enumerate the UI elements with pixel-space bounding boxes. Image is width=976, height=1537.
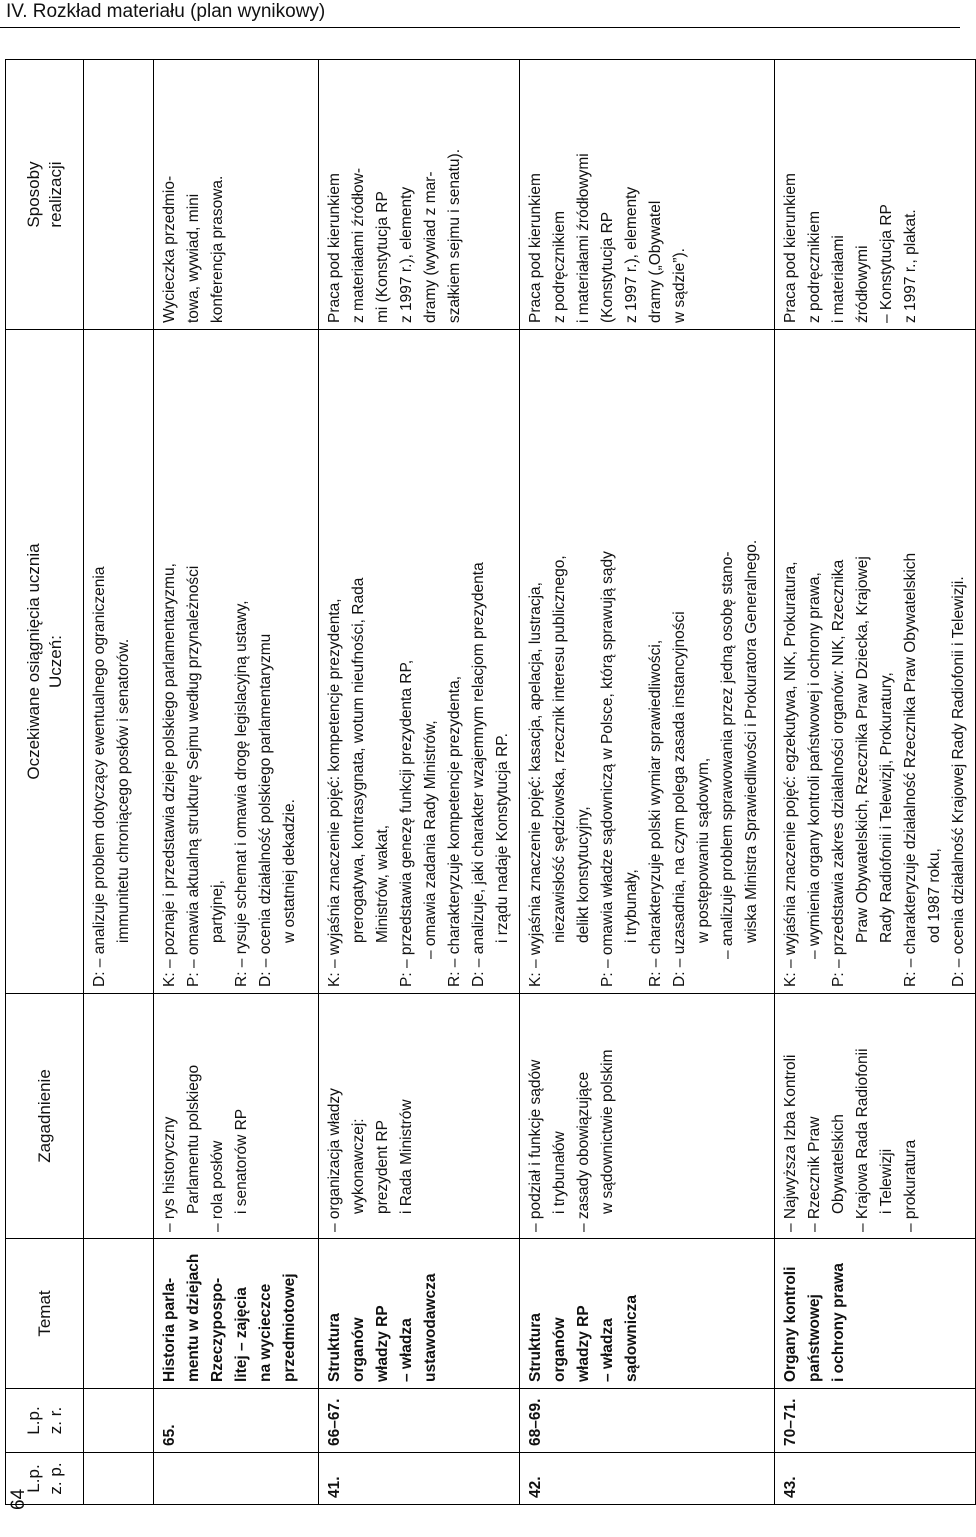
osiagniecia-line: wiska Ministra Sprawiedliwości i Prokuratora Generalnego. — [743, 539, 760, 943]
osiagniecia-line: od 1987 roku, — [926, 848, 943, 943]
table-row — [775, 60, 976, 1505]
temat-line: władzy RP — [575, 1305, 592, 1382]
temat-line: Organy kontroli — [782, 1266, 799, 1382]
osiagniecia-line: – analizuje problem sprawowania przez jedną osobę stano- — [719, 551, 736, 959]
osiagniecia-line: delikt konstytucyjny, — [575, 806, 592, 943]
col-lpzr-header: L.p. z. r. — [6, 1389, 84, 1453]
zagadnienie-line: i Rada Ministrów — [398, 1099, 415, 1214]
col-temat-header: Temat — [6, 1239, 84, 1389]
zagadnienie-line: i Telewizji — [878, 1148, 895, 1214]
sposoby-line: (Konstytucja RP — [599, 211, 616, 323]
osiagniecia-line: R: – charakteryzuje kompetencje prezydenta, — [446, 675, 463, 987]
zagadnienie-line: Obywatelskich — [830, 1114, 847, 1214]
osiagniecia-line: Ministrów, wakat, — [374, 824, 391, 943]
osiagniecia-line: partyjnej, — [209, 880, 226, 943]
lpzr-cell — [84, 1389, 154, 1453]
sposoby-line: z materiałami źródłow- — [350, 167, 367, 323]
sposoby-line: z podręcznikiem — [551, 211, 568, 323]
osiagniecia-line: immunitetu chroniącego posłów i senatorów. — [115, 638, 132, 943]
osiagniecia-line: K: – wyjaśnia znaczenie pojęć: kompetencje prezydenta, — [326, 598, 343, 987]
osiagniecia-line: R: – charakteryzuje działalność Rzecznika Praw Obywatelskich — [902, 552, 919, 987]
temat-line: państwowej — [806, 1294, 823, 1382]
temat-line: litej – zajęcia — [233, 1287, 250, 1382]
lpzr-cell: 70–71. — [775, 1389, 976, 1453]
osiagniecia-line: w postępowaniu sądowym, — [695, 757, 712, 943]
zagadnienie-line: – prokuratura — [902, 1139, 919, 1232]
osiagniecia-line: P: – przedstawia genezę funkcji prezydenta RP, — [398, 659, 415, 987]
osiagniecia-line: – wymienia organy kontroli państwowej i ochrony prawa, — [806, 572, 823, 959]
sposoby-line: konferencja prasowa. — [209, 175, 226, 323]
sposoby-line: szałkiem sejmu i senatu). — [446, 148, 463, 323]
osiagniecia-line: D: – uzasadnia, na czym polega zasada instancyjności — [671, 611, 688, 987]
sposoby-line: i materiałami źródłowymi — [575, 153, 592, 323]
osiagniecia-line: D: – ocenia działalność Krajowej Rady Radiofonii i Telewizji. — [950, 576, 967, 987]
osiagniecia-line: P: – przedstawia zakres działalności organów: NIK, Rzecznika — [830, 559, 847, 987]
osiagniecia-cell — [154, 330, 319, 994]
sposoby-line: z 1997 r.), elementy — [398, 186, 415, 323]
osiagniecia-line: K: – poznaje i przedstawia dzieje polskiego parlamentaryzmu, — [161, 563, 178, 987]
zagadnienie-line: – rola posłów — [209, 1140, 226, 1232]
zagadnienie-cell — [154, 994, 319, 1239]
osiagniecia-cell — [319, 330, 520, 994]
lp-cell: 42. — [520, 1453, 775, 1505]
osiagniecia-line: K: – wyjaśnia znaczenie pojęć: egzekutywa, NIK, Prokuratura, — [782, 561, 799, 987]
osiagniecia-line: P: – omawia władze sądowniczą w Polsce, którą sprawują sądy — [599, 551, 616, 987]
osiagniecia-line: prerogatywa, kontrasygnata, wotum nieufności, Rada — [350, 577, 367, 943]
temat-line: mentu w dziejach — [185, 1253, 202, 1382]
lpzr-cell: 65. — [154, 1389, 319, 1453]
temat-cell — [520, 1239, 775, 1389]
col-osiagniecia-header: Oczekiwane osiągnięcia ucznia Uczeń: — [6, 330, 84, 994]
lpzr-cell: 66–67. — [319, 1389, 520, 1453]
lesson-plan-table — [5, 59, 976, 1505]
sposoby-cell — [520, 60, 775, 330]
osiagniecia-line: niezawisłość sędziowska, rzecznik interesu publicznego, — [551, 555, 568, 943]
zagadnienie-line: – podział i funkcje sądów — [527, 1059, 544, 1232]
osiagniecia-line: i rządu nadaje Konstytucja RP. — [494, 733, 511, 943]
sposoby-line: Praca pod kierunkiem — [527, 173, 544, 323]
sposoby-cell — [775, 60, 976, 330]
temat-line: organów — [551, 1317, 568, 1382]
table-row — [154, 60, 319, 1505]
sposoby-line: z 1997 r.), elementy — [623, 186, 640, 323]
temat-line: władzy RP — [374, 1305, 391, 1382]
osiagniecia-line: R: – rysuje schemat i omawia drogę legislacyjną ustawy, — [233, 600, 250, 987]
osiagniecia-line: – omawia zadania Rady Ministrów, — [422, 720, 439, 959]
sposoby-line: – Konstytucja RP — [878, 204, 895, 323]
sposoby-cell — [154, 60, 319, 330]
lp-cell — [84, 1453, 154, 1505]
sposoby-line: dramy („Obywatel — [647, 200, 664, 323]
osiagniecia-line: R: – charakteryzuje polski wymiar sprawiedliwości, — [647, 639, 664, 987]
rotated-table-wrapper — [5, 60, 967, 1505]
zagadnienie-cell — [84, 994, 154, 1239]
zagadnienie-line: i trybunałów — [551, 1131, 568, 1214]
osiagniecia-cell — [84, 330, 154, 994]
osiagniecia-line: K: – wyjaśnia znaczenie pojęć: kasacja, apelacja, lustracja, — [527, 582, 544, 987]
zagadnienie-line: – organizacja władzy — [326, 1088, 343, 1232]
col-sposoby-header: Sposoby realizacji — [6, 60, 84, 330]
lp-cell — [154, 1453, 319, 1505]
sposoby-line: źródłowymi — [854, 245, 871, 323]
sposoby-line: towa, wywiad, mini — [185, 193, 202, 323]
zagadnienie-line: – Najwyższa Izba Kontroli — [782, 1054, 799, 1232]
temat-cell — [319, 1239, 520, 1389]
section-title: IV. Rozkład materiału (plan wynikowy) — [6, 1, 326, 22]
col-zagadnienie-header: Zagadnienie — [6, 994, 84, 1239]
osiagniecia-line: i trybunały, — [623, 869, 640, 943]
header-row — [6, 60, 84, 1505]
sposoby-line: Praca pod kierunkiem — [782, 173, 799, 323]
osiagniecia-line: D: – analizuje problem dotyczący ewentualnego ograniczenia — [91, 566, 108, 987]
zagadnienie-line: prezydent RP — [374, 1120, 391, 1214]
temat-line: sądownicza — [623, 1295, 640, 1382]
temat-cell — [775, 1239, 976, 1389]
zagadnienie-line: – Krajowa Rada Radiofonii — [854, 1048, 871, 1232]
temat-cell — [154, 1239, 319, 1389]
osiagniecia-line: D: – ocenia działalność polskiego parlamentaryzmu — [257, 633, 274, 987]
osiagniecia-line: w ostatniej dekadzie. — [281, 799, 298, 943]
osiagniecia-cell — [520, 330, 775, 994]
lpzr-cell: 68–69. — [520, 1389, 775, 1453]
sposoby-cell — [319, 60, 520, 330]
temat-line: Rzeczypospo- — [209, 1277, 226, 1382]
temat-line: – władza — [398, 1318, 415, 1382]
col-lp-header: L.p. z. p. — [6, 1453, 84, 1505]
sposoby-cell — [84, 60, 154, 330]
osiagniecia-line: Rady Radiofonii i Telewizji, Prokuratury, — [878, 672, 895, 943]
sposoby-line: mi (Konstytucja RP — [374, 191, 391, 323]
osiagniecia-cell — [775, 330, 976, 994]
osiagniecia-line: Praw Obywatelskich, Rzecznika Praw Dziecka, Krajowej — [854, 556, 871, 943]
temat-line: i ochrony prawa — [830, 1263, 847, 1382]
sposoby-line: z podręcznikiem — [806, 211, 823, 323]
sposoby-line: Wycieczka przedmio- — [161, 175, 178, 323]
sposoby-line: z 1997 r., plakat. — [902, 209, 919, 323]
table-row — [520, 60, 775, 1505]
zagadnienie-line: wykonawczej: — [350, 1118, 367, 1214]
temat-cell — [84, 1239, 154, 1389]
lp-cell: 41. — [319, 1453, 520, 1505]
sposoby-line: w sądzie”). — [671, 248, 688, 323]
zagadnienie-line: i senatorów RP — [233, 1108, 250, 1214]
sposoby-line: dramy (wywiad z mar- — [422, 171, 439, 323]
temat-line: na wycieczce — [257, 1283, 274, 1382]
temat-line: Historia parla- — [161, 1277, 178, 1382]
temat-line: organów — [350, 1317, 367, 1382]
osiagniecia-line: P: – omawia aktualną strukturę Sejmu według przynależności — [185, 565, 202, 987]
temat-line: ustawodawcza — [422, 1273, 439, 1382]
temat-line: Struktura — [326, 1313, 343, 1382]
zagadnienie-line: Parlamentu polskiego — [185, 1064, 202, 1214]
zagadnienie-line: w sądownictwie polskim — [599, 1049, 616, 1214]
page-number: 64 — [8, 1488, 29, 1510]
zagadnienie-cell — [775, 994, 976, 1239]
zagadnienie-cell — [520, 994, 775, 1239]
table-row — [84, 60, 154, 1505]
zagadnienie-cell — [319, 994, 520, 1239]
temat-line: przedmiotowej — [281, 1273, 298, 1382]
temat-line: Struktura — [527, 1313, 544, 1382]
sposoby-line: i materiałami — [830, 235, 847, 323]
osiagniecia-line: D: – analizuje, jaki charakter wzajemnym relacjom prezydenta — [470, 562, 487, 987]
sposoby-line: Praca pod kierunkiem — [326, 173, 343, 323]
section-header — [0, 0, 960, 28]
zagadnienie-line: – zasady obowiązujące — [575, 1071, 592, 1232]
zagadnienie-line: – Rzecznik Praw — [806, 1116, 823, 1232]
temat-line: – władza — [599, 1318, 616, 1382]
lp-cell: 43. — [775, 1453, 976, 1505]
table-row — [319, 60, 520, 1505]
zagadnienie-line: – rys historyczny — [161, 1116, 178, 1232]
